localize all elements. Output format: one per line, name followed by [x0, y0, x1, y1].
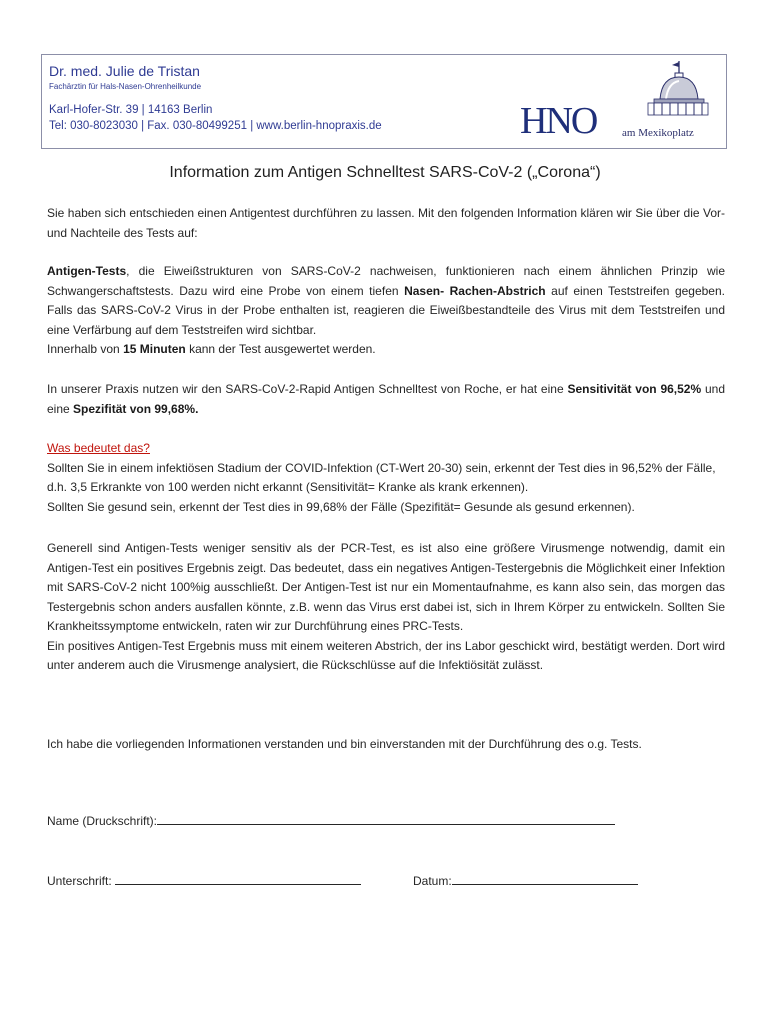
general-paragraph-1: Generell sind Antigen-Tests weniger sensitiv als der PCR-Test, es ist also eine größere Virusmenge notwendig, damit ein Antigen-Test ein positives Ergebnis zeigt. Das bedeutet, dass ein negatives Antigen-Testergebnis die Möglichkeit einer Infektion mit SARS-CoV-2 nicht 100%ig ausschließt. Der Antigen-Test ist nur ein Momentaufnahme, es kann also sein, das morgen das Testergebnis schon anders ausfallen könnte, z.B. wenn das Virus erst dabei ist, sich in Ihrem Körper zu entwickeln. Sollten Sie Krankheitssymptome entwickeln, raten wir zur Durchführung eines PRC-Tests. [47, 541, 725, 633]
name-field-row [47, 812, 725, 832]
practice-text-2: und eine [47, 382, 725, 416]
date-field [413, 872, 638, 892]
meaning-sensitivity-text: Sollten Sie in einem infektiösen Stadium der COVID-Infektion (CT-Wert 20-30) sein, erkennt der Test dies in 96,52% der Fälle, d.h. 3,5 Erkrankte von 100 werden nicht erkannt (Sensitivität= Kranke als krank erkennen). [47, 460, 716, 494]
general-section [47, 539, 725, 676]
antigen-tests-term: Antigen-Tests [47, 264, 127, 278]
signature-label: Unterschrift: [47, 874, 116, 888]
swab-term: Nasen- Rachen-Abstrich [404, 283, 546, 298]
building-dome-logo-icon [634, 59, 710, 119]
general-paragraph-2: Ein positives Antigen-Test Ergebnis muss mit einem weiteren Abstrich, der ins Labor geschickt wird, bestätigt werden. Dort wird unter anderem auch die Virusmenge analysiert, die Rückschlüsse auf die Infektiösität zulässt. [47, 638, 725, 672]
fifteen-minutes-term: 15 Minuten [123, 342, 186, 356]
document-title: Information zum Antigen Schnelltest SARS-CoV-2 („Corona“) [169, 164, 601, 181]
consent-statement: Ich habe die vorliegenden Informationen verstanden und bin einverstanden mit der Durchführung des o.g. Tests. [47, 737, 642, 751]
antigen-paragraph [47, 262, 725, 360]
logo-location-text: am Mexikoplatz [622, 127, 694, 139]
practice-address: Karl-Hofer-Str. 39 | 14163 Berlin [49, 104, 213, 116]
antigen-text-1: , die Eiweißstrukturen von SARS-CoV-2 nachweisen, funktionieren nach einem ähnlichen Prinzip wie Schwangerschaftstests. Dazu wird eine Probe von einem tiefen [47, 264, 725, 298]
signature-line[interactable] [115, 873, 361, 885]
doctor-specialty: Fachärztin für Hals-Nasen-Ohrenheilkunde [49, 82, 202, 91]
practice-address-block [49, 102, 382, 134]
antigen-text-2: auf einen Teststreifen gegeben. Falls das SARS-CoV-2 Virus in der Probe enthalten ist, reagieren die Eiweißbestandteile des Virus mit dem Teststreifen und eine Verfärbung auf dem Teststreifen wird sichtbar. [47, 283, 725, 337]
name-signature-line[interactable] [157, 813, 615, 825]
intro-paragraph: Sie haben sich entschieden einen Antigentest durchführen zu lassen. Mit den folgenden Information klären wir Sie über die Vor- und Nachteile des Tests auf: [47, 206, 725, 240]
specificity-value: Spezifität von 99,68%. [73, 401, 199, 416]
practice-contact: Tel: 030-8023030 | Fax. 030-80499251 | www.berlin-hnopraxis.de [49, 120, 382, 132]
letterhead [41, 54, 727, 149]
meaning-specificity-text: Sollten Sie gesund sein, erkennt der Test dies in 99,68% der Fälle (Spezifität= Gesunde als gesund erkennen). [47, 499, 635, 514]
sensitivity-value: Sensitivität von 96,52% [567, 382, 702, 396]
logo-hno-text: HNO [520, 100, 597, 142]
practice-paragraph [47, 380, 725, 419]
signature-date-row [47, 872, 725, 892]
antigen-text-3: Innerhalb von [47, 342, 124, 356]
practice-text-1: In unserer Praxis nutzen wir den SARS-CoV-2-Rapid Antigen Schnelltest von Roche, er hat eine [47, 382, 568, 396]
doctor-name: Dr. med. Julie de Tristan [49, 63, 200, 79]
meaning-heading: Was bedeutet das? [47, 441, 150, 455]
date-line[interactable] [452, 873, 638, 885]
meaning-section [47, 439, 725, 517]
antigen-text-4: kann der Test ausgewertet werden. [185, 342, 376, 356]
date-label: Datum: [413, 874, 452, 888]
name-label: Name (Druckschrift): [47, 814, 158, 828]
